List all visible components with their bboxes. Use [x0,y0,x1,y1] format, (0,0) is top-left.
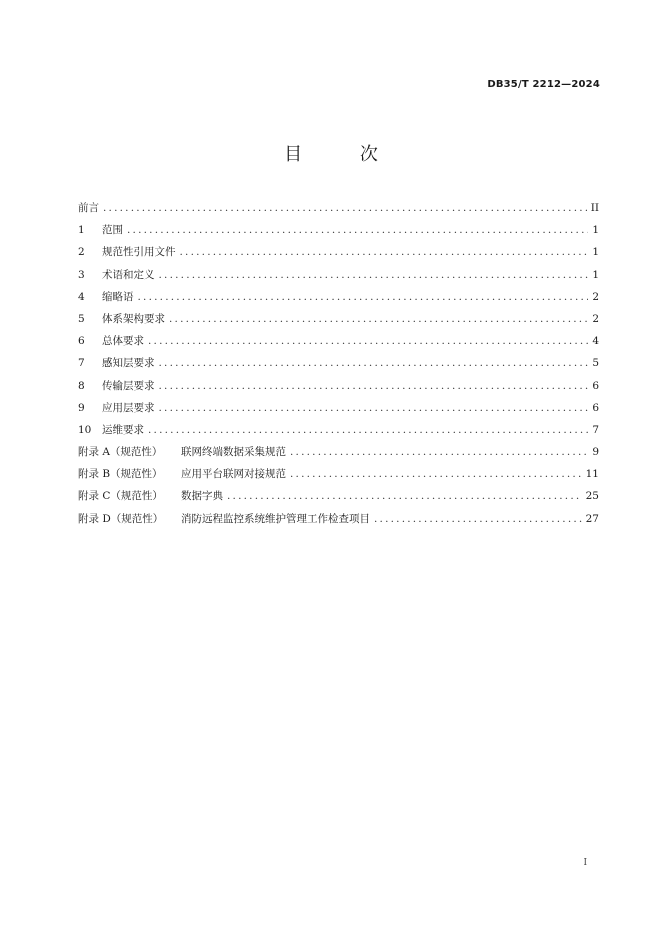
toc-entry-6[interactable] [78,333,599,355]
toc-leader-dots [159,380,589,392]
toc-entry-title: 缩略语 [102,290,134,303]
toc-entry-number: 附录 C（规范性） [78,490,163,503]
toc-entry-number: 9 [78,401,85,414]
toc-leader-dots [169,313,588,325]
toc-entry-8[interactable] [78,378,599,400]
toc-leader-dots [159,269,589,281]
toc-entry-title: 体系架构要求 [102,312,165,325]
toc-leader-dots [138,291,589,303]
toc-entry-3[interactable] [78,267,599,289]
toc-entry-page: 11 [585,468,599,481]
toc-entry-appendix-a[interactable] [78,444,599,466]
toc-entry-page: 1 [592,268,599,281]
toc-entry-page: 1 [592,224,599,237]
toc-leader-dots [180,246,589,258]
toc-entry-number: 6 [78,335,85,348]
toc-entry-2[interactable] [78,244,599,266]
toc-entry-appendix-d[interactable] [78,511,599,533]
toc-entry-number: 附录 D（规范性） [78,512,164,525]
toc-entry-number: 2 [78,246,85,259]
toc-entry-title: 范围 [102,224,123,237]
toc-entry-page: 7 [592,423,599,436]
toc-entry-page: 5 [592,357,599,370]
toc-entry-page: 25 [585,490,599,503]
toc-entry-10[interactable] [78,422,599,444]
toc-entry-number: 8 [78,379,85,392]
toc-entry-title: 应用平台联网对接规范 [181,468,286,481]
toc-entry-7[interactable] [78,355,599,377]
toc-entry-title: 总体要求 [102,335,144,348]
toc-leader-dots [374,513,582,525]
toc-entry-page: 2 [592,312,599,325]
toc-leader-dots [159,357,589,369]
toc-entry-number: 附录 B（规范性） [78,468,163,481]
toc-leader-dots [148,424,588,436]
page-title: 目 次 [284,144,404,165]
toc-entry-title: 数据字典 [181,490,223,503]
toc-entry-page: II [590,202,599,214]
toc-entry-title: 应用层要求 [102,401,155,414]
toc-entry-appendix-c[interactable] [78,488,599,510]
toc-entry-number: 7 [78,357,85,370]
toc-entry-appendix-b[interactable] [78,466,599,488]
toc-entry-number: 5 [78,312,85,325]
toc-entry-title: 感知层要求 [102,357,155,370]
toc-entry-1[interactable] [78,222,599,244]
toc-entry-page: 1 [592,246,599,259]
toc-entry-number: 10 [78,423,92,436]
toc-entry-page: 27 [585,512,599,525]
toc-entry-page: 9 [592,446,599,459]
table-of-contents [78,200,599,533]
toc-leader-dots [159,402,589,414]
toc-entry-number: 附录 A（规范性） [78,446,163,459]
toc-entry-page: 2 [592,290,599,303]
toc-entry-title: 运维要求 [102,423,144,436]
toc-entry-title: 术语和定义 [102,268,155,281]
page-number: I [583,858,587,868]
toc-entry-number: 4 [78,290,85,303]
toc-leader-dots [227,490,582,502]
toc-entry-page: 4 [592,335,599,348]
toc-entry-number: 1 [78,224,85,237]
toc-entry-5[interactable] [78,311,599,333]
toc-entry-4[interactable] [78,289,599,311]
toc-leader-dots [290,446,588,458]
document-code: DB35/T 2212—2024 [487,79,600,90]
toc-leader-dots [103,202,587,214]
toc-entry-title: 消防远程监控系统维护管理工作检查项目 [181,512,370,525]
toc-entry-number: 3 [78,268,85,281]
toc-leader-dots [290,468,582,480]
toc-entry-foreword[interactable] [78,200,599,222]
toc-entry-9[interactable] [78,400,599,422]
toc-entry-title: 传输层要求 [102,379,155,392]
toc-entry-title: 联网终端数据采集规范 [181,446,286,459]
toc-entry-page: 6 [592,379,599,392]
toc-entry-title: 规范性引用文件 [102,246,176,259]
toc-leader-dots [148,335,588,347]
toc-entry-page: 6 [592,401,599,414]
toc-entry-title: 前言 [78,202,99,214]
toc-leader-dots [127,224,588,236]
